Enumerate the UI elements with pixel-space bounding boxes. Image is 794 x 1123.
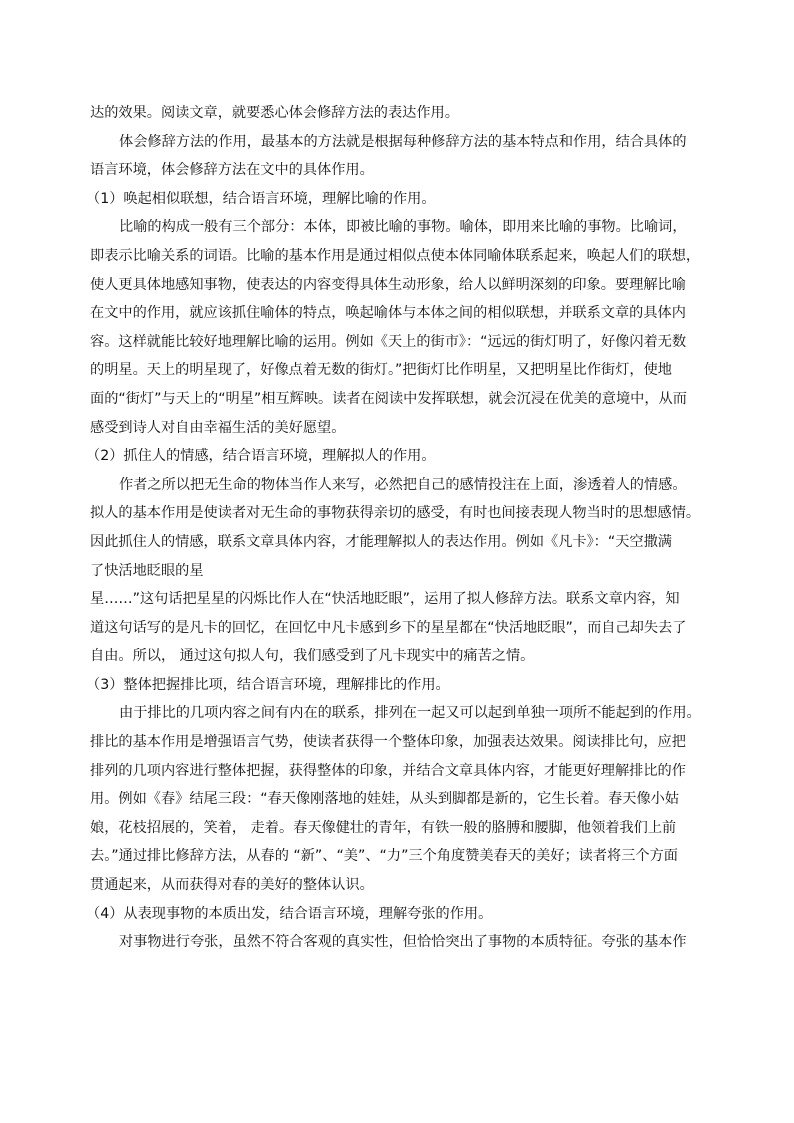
body-line: 排列的几项内容进行整体把握，获得整体的印象，并结合文章具体内容，才能更好理解排比的作 (90, 762, 686, 779)
paragraph-first-line: 体会修辞方法的作用，最基本的方法就是根据每种修辞方法的基本特点和作用，结合具体的 (119, 133, 687, 150)
document-body (86, 99, 714, 957)
body-line: 容。这样就能比较好地理解比喻的运用。例如《天上的街市》：“远远的街灯明了，好像闪着无数 (90, 333, 687, 350)
body-line: 使人更具体地感知事物，使表达的内容变得具体生动形象，给人以鲜明深刻的印象。要理解比喻 (90, 276, 686, 293)
section-heading-2: （2）抓住人的情感，结合语言环境，理解拟人的作用。 (86, 448, 436, 465)
body-line: 语言环境，体会修辞方法在文中的具体作用。 (90, 162, 374, 179)
body-line: 道这句话写的是凡卡的回忆，在回忆中凡卡感到乡下的星星都在“快活地眨眼”，而自己却失去了 (90, 619, 687, 636)
section-heading-4: （4）从表现事物的本质出发，结合语言环境，理解夸张的作用。 (86, 905, 493, 922)
body-line: 即表示比喻关系的词语。比喻的基本作用是通过相似点使本体同喻体联系起来，唤起人们的联想， (90, 247, 701, 264)
body-line: 因此抓住人的情感，联系文章具体内容，才能理解拟人的表达作用。例如《凡卡》：“天空撒满 (90, 533, 672, 550)
paragraph-first-line: 由于排比的几项内容之间有内在的联系，排列在一起又可以起到单独一项所不能起到的作用。 (119, 705, 701, 722)
body-line: 去。”通过排比修辞方法，从春的 “新”、“美”、“力”三个角度赞美春天的美好；读者将三个方面 (90, 848, 678, 865)
section-heading-1: （1）唤起相似联想，结合语言环境，理解比喻的作用。 (86, 190, 436, 207)
body-line: 用。例如《春》结尾三段：“春天像刚落地的娃娃，从头到脚都是新的，它生长着。春天像小姑 (90, 791, 680, 808)
body-line: 面的“街灯”与天上的“明星”相互辉映。读者在阅读中发挥联想，就会沉浸在优美的意境中，从而 (90, 390, 687, 407)
body-line: 在文中的作用，就应该抓住喻体的特点，唤起喻体与本体之间的相似联想，并联系文章的具体内 (90, 305, 686, 322)
paragraph-first-line: 作者之所以把无生命的物体当作人来写，必然把自己的感情投注在上面，渗透着人的情感。 (119, 476, 687, 493)
body-line: 达的效果。阅读文章，就要悉心体会修辞方法的表达作用。 (90, 105, 459, 121)
section-heading-3: （3）整体把握排比项，结合语言环境，理解排比的作用。 (86, 676, 450, 693)
body-line: 拟人的基本作用是使读者对无生命的事物获得亲切的感受，有时也间接表现人物当时的思想感情。 (90, 505, 701, 522)
body-line: 感受到诗人对自由幸福生活的美好愿望。 (90, 419, 346, 436)
paragraph-first-line: 比喻的构成一般有三个部分：本体，即被比喻的事物。喻体，即用来比喻的事物。比喻词， (119, 219, 687, 236)
paragraph-first-line: 对事物进行夸张，虽然不符合客观的真实性，但恰恰突出了事物的本质特征。夸张的基本作 (119, 934, 687, 951)
body-line: 的明星。天上的明星现了，好像点着无数的街灯。”把街灯比作明星，又把明星比作街灯，使地 (90, 362, 672, 379)
body-line: 星……”这句话把星星的闪烁比作人在“快活地眨眼”，运用了拟人修辞方法。联系文章内容，知 (90, 591, 680, 608)
body-line: 贯通起来，从而获得对春的美好的整体认识。 (90, 877, 374, 894)
body-line: 娘，花枝招展的，笑着， 走着。春天像健壮的青年，有铁一般的胳膊和腰脚，他领着我们上前 (90, 819, 677, 836)
body-line: 了快活地眨眼的星 (90, 562, 204, 579)
body-line: 自由。所以， 通过这句拟人句，我们感受到了凡卡现实中的痛苦之情。 (90, 648, 535, 665)
body-line: 排比的基本作用是增强语言气势，使读者获得一个整体印象，加强表达效果。阅读排比句，应把 (90, 734, 686, 751)
